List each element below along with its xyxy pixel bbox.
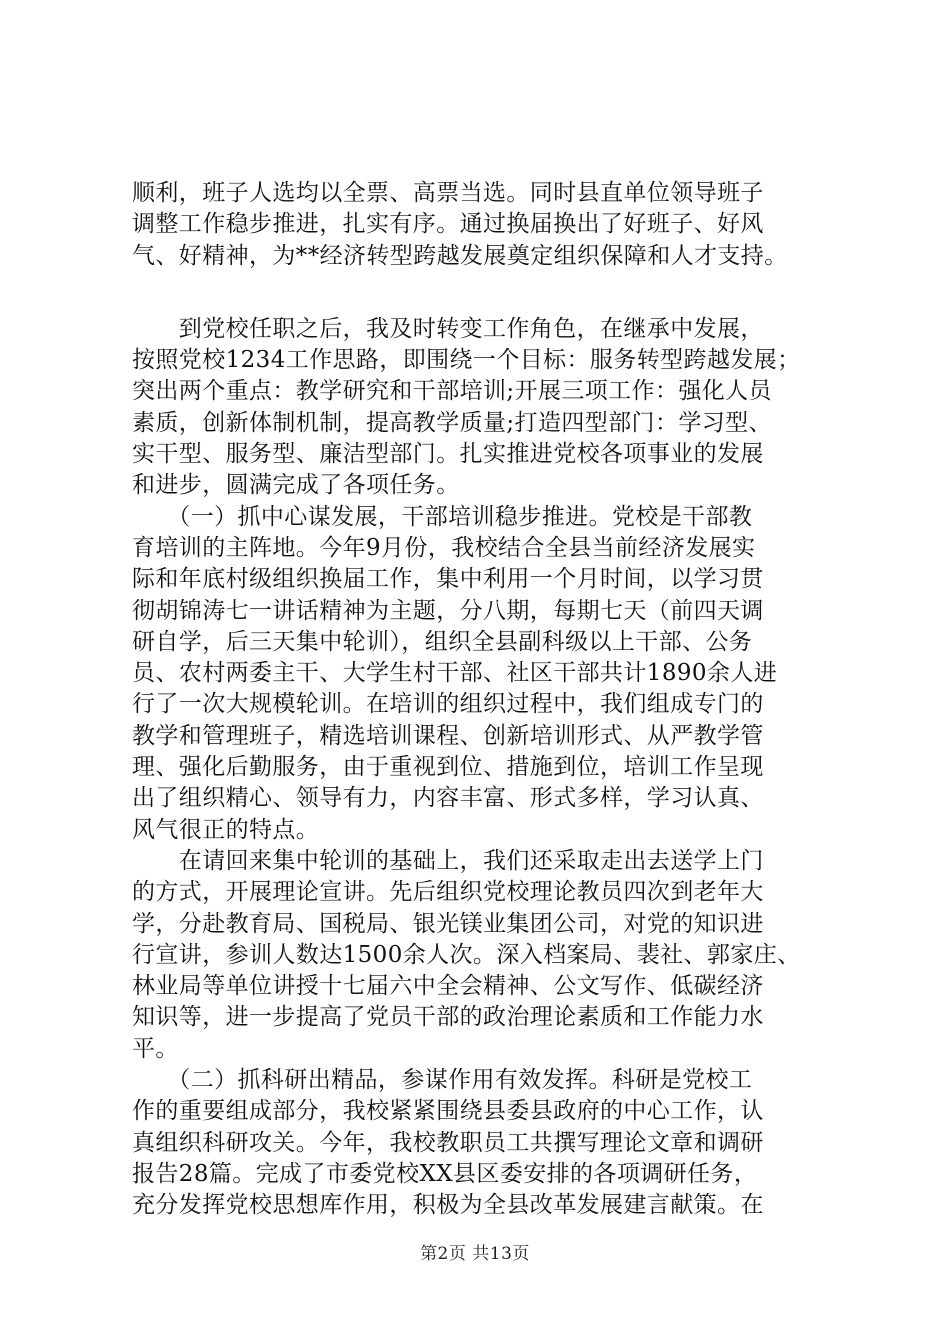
text-line: 林业局等单位讲授十七届六中全会精神、公文写作、低碳经济 xyxy=(132,973,764,1000)
text-line: 真组织科研攻关。今年，我校教职员工共撰写理论文章和调研 xyxy=(132,1129,764,1156)
text-line: 知识等，进一步提高了党员干部的政治理论素质和工作能力水 xyxy=(132,1004,764,1031)
text-line: 突出两个重点：教学研究和干部培训;开展三项工作：强化人员 xyxy=(132,378,772,405)
page-footer xyxy=(0,1242,950,1266)
paragraph-block-2 xyxy=(132,314,832,1284)
text-line: 教学和管理班子，精选培训课程、创新培训形式、从严教学管 xyxy=(132,722,764,749)
page-number-label: 第2页 共13页 xyxy=(420,1244,530,1264)
text-line: 行了一次大规模轮训。在培训的组织过程中，我们组成专门的 xyxy=(132,691,764,718)
text-line: 出了组织精心、领导有力，内容丰富、形式多样，学习认真、 xyxy=(132,785,764,812)
text-line: 到党校任职之后，我及时转变工作角色，在继承中发展， xyxy=(132,315,764,342)
text-line: 平。 xyxy=(132,1035,179,1062)
text-line: 顺利，班子人选均以全票、高票当选。同时县直单位领导班子 xyxy=(132,180,764,206)
text-line: 际和年底村级组织换届工作，集中利用一个月时间，以学习贯 xyxy=(132,566,764,593)
text-line: 在请回来集中轮训的基础上，我们还采取走出去送学上门 xyxy=(132,847,764,874)
text-line: 素质，创新体制机制，提高教学质量;打造四型部门：学习型、 xyxy=(132,409,772,436)
paragraph-gap xyxy=(132,272,832,314)
text-line: 按照党校1234工作思路，即围绕一个目标：服务转型跨越发展； xyxy=(132,347,801,374)
text-line: 报告28篇。完成了市委党校XX县区委安排的各项调研任务， xyxy=(132,1160,758,1187)
text-line: 研自学，后三天集中轮训），组织全县副科级以上干部、公务 xyxy=(132,628,753,655)
text-line: 和进步，圆满完成了各项任务。 xyxy=(132,472,460,499)
text-line: 充分发挥党校思想库作用，积极为全县改革发展建言献策。在 xyxy=(132,1192,764,1219)
paragraph-block-1 xyxy=(132,178,832,272)
text-line: 调整工作稳步推进，扎实有序。通过换届换出了好班子、好风 xyxy=(132,211,764,238)
text-line: 风气很正的特点。 xyxy=(132,816,320,843)
text-line: 育培训的主阵地。今年9月份，我校结合全县当前经济发展实 xyxy=(132,534,756,561)
text-line: 彻胡锦涛七一讲话精神为主题，分八期，每期七天（前四天调 xyxy=(132,597,764,624)
text-line: 作的重要组成部分，我校紧紧围绕县委县政府的中心工作，认 xyxy=(132,1098,764,1125)
text-line: 理、强化后勤服务，由于重视到位、措施到位，培训工作呈现 xyxy=(132,754,764,781)
text-line: 气、好精神，为**经济转型跨越发展奠定组织保障和人才支持。 xyxy=(132,242,788,269)
document-body xyxy=(132,178,832,1284)
text-line: 学，分赴教育局、国税局、银光镁业集团公司，对党的知识进 xyxy=(132,910,764,937)
text-line: 实干型、服务型、廉洁型部门。扎实推进党校各项事业的发展 xyxy=(132,441,764,468)
text-line: 员、农村两委主干、大学生村干部、社区干部共计1890余人进 xyxy=(132,660,778,687)
text-line: （一）抓中心谋发展，干部培训稳步推进。党校是干部教 xyxy=(132,503,753,530)
text-line: 的方式，开展理论宣讲。先后组织党校理论教员四次到老年大 xyxy=(132,879,764,906)
text-line: （二）抓科研出精品，参谋作用有效发挥。科研是党校工 xyxy=(132,1067,753,1094)
text-line: 行宣讲，参训人数达1500余人次。深入档案局、裴社、郭家庄、 xyxy=(132,941,801,968)
